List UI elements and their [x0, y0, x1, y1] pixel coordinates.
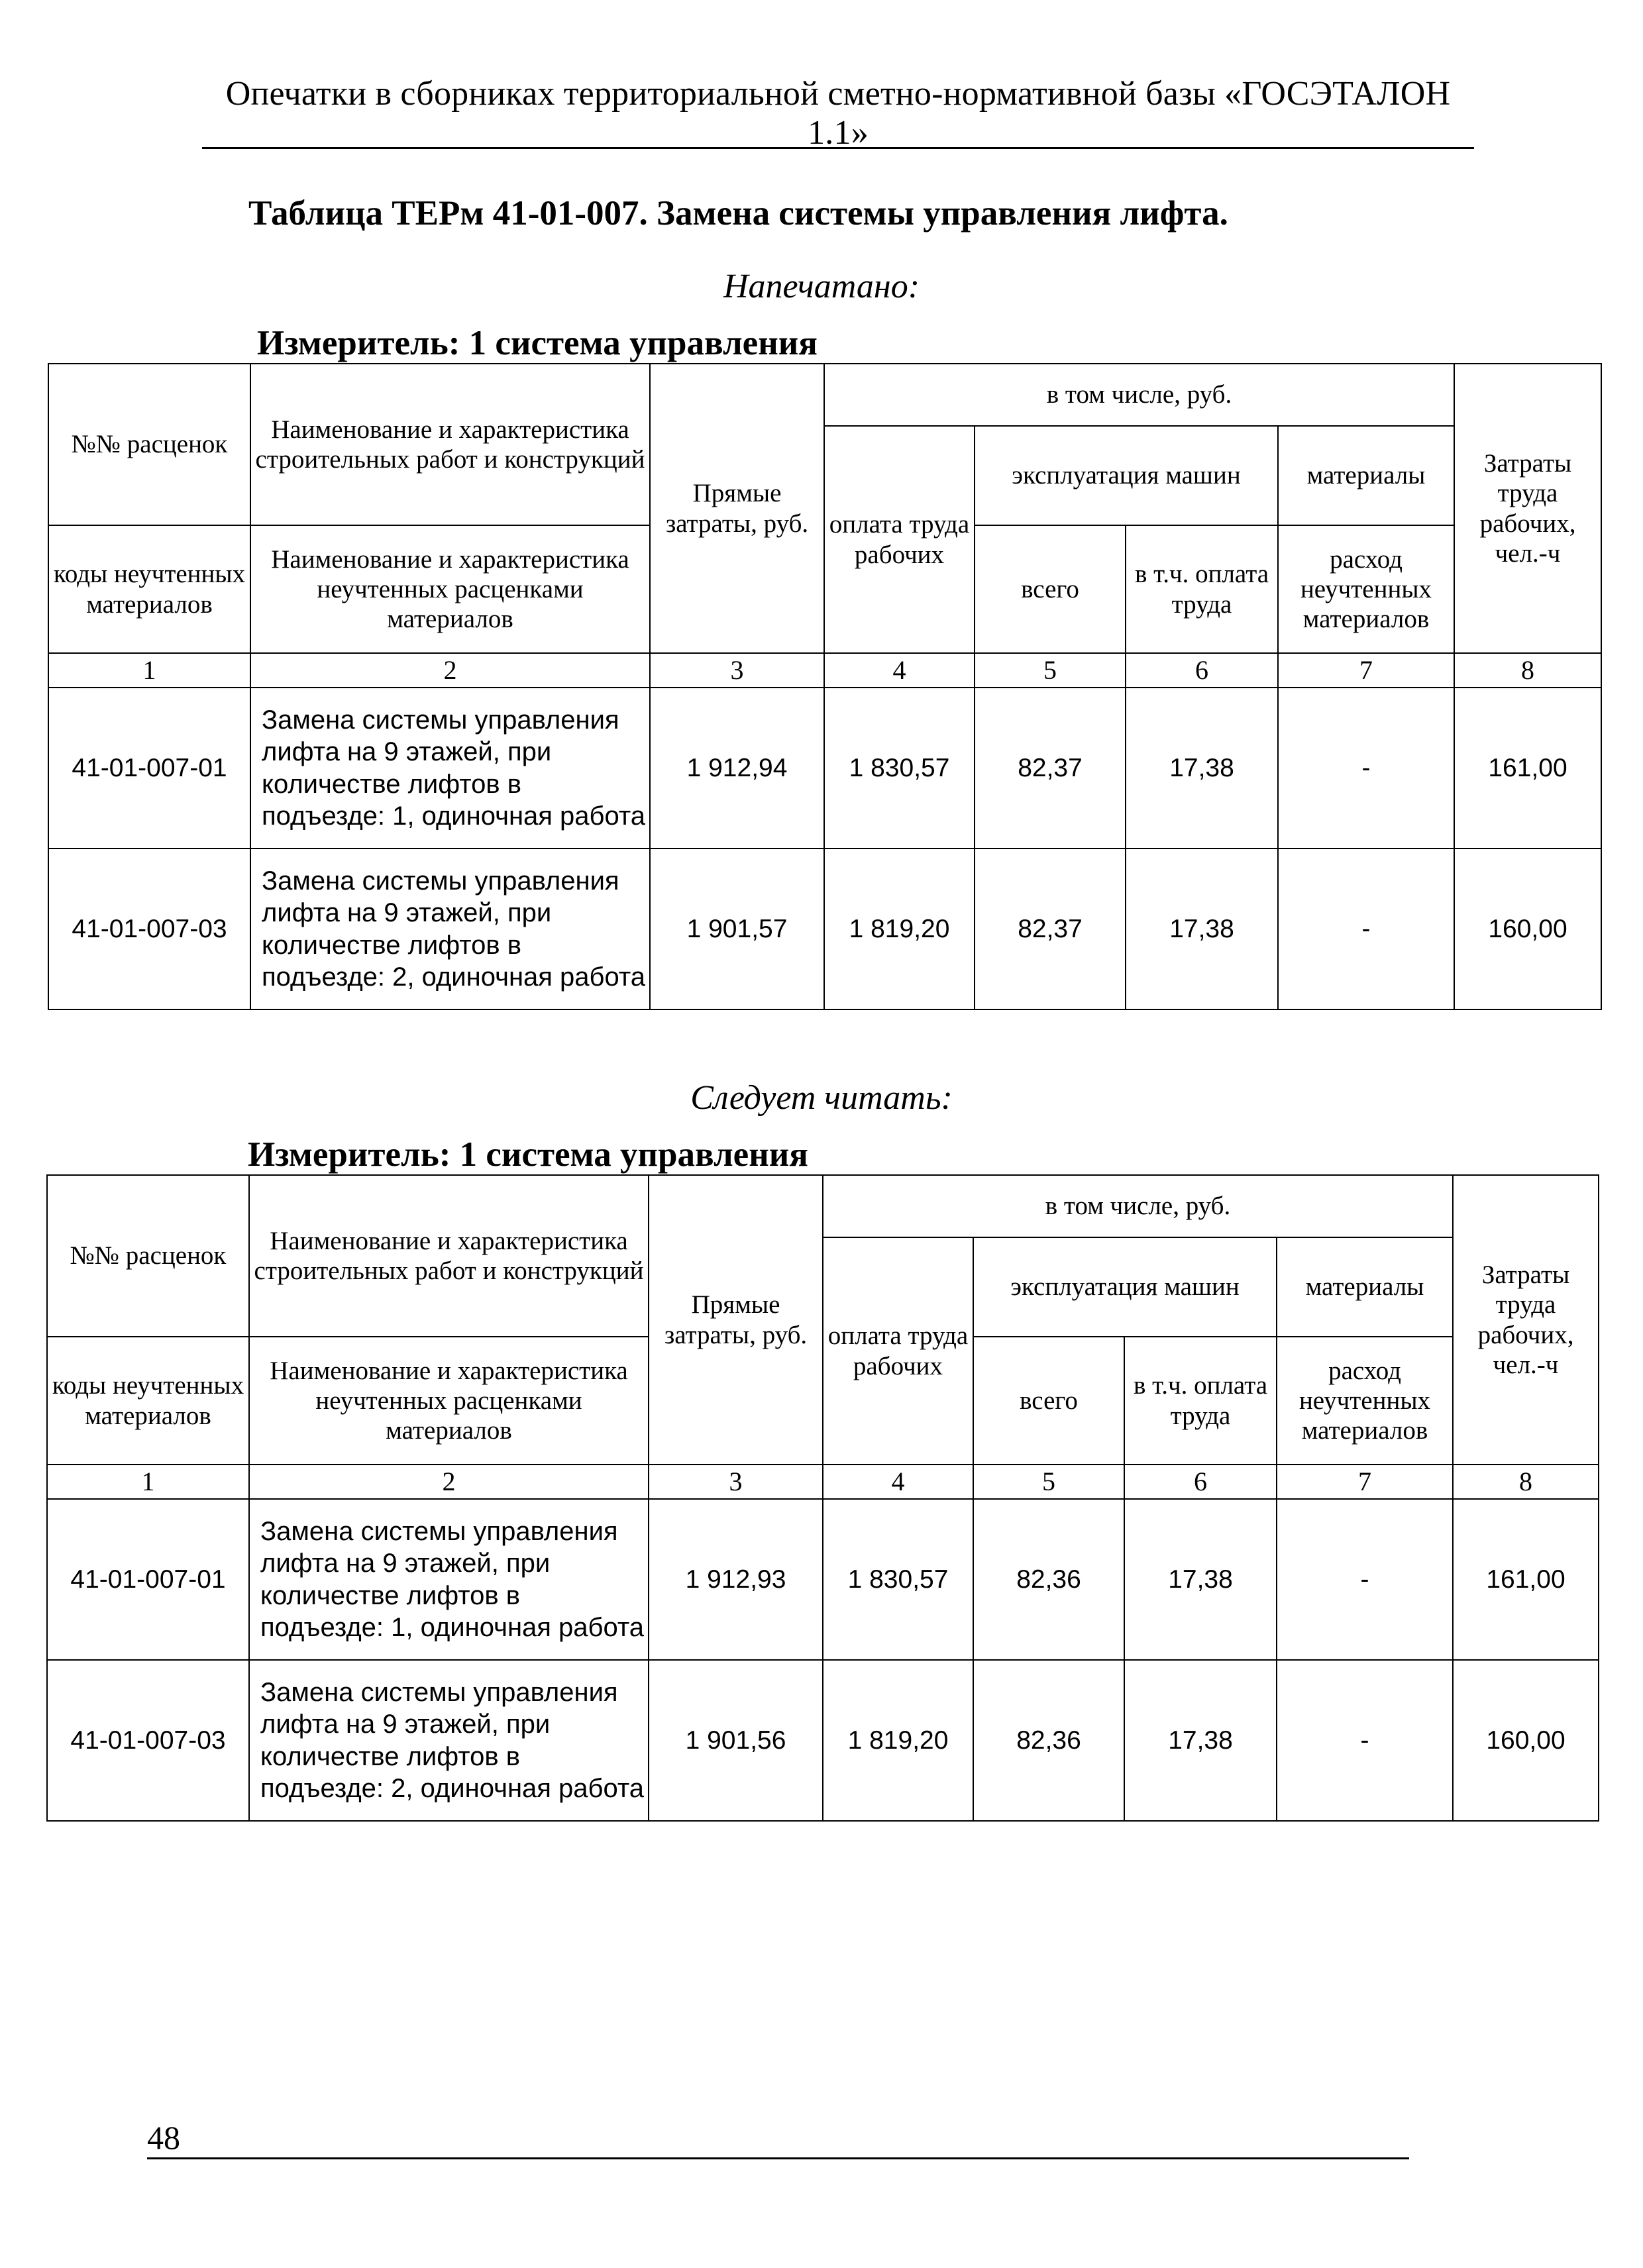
header-labor-costs: Затраты труда рабочих, чел.-ч [1453, 1175, 1599, 1465]
column-number: 1 [47, 1465, 249, 1499]
machines-total-value: 82,36 [973, 1660, 1124, 1821]
header-labor-payment: оплата труда рабочих [824, 426, 975, 653]
footer-divider [147, 2157, 1409, 2159]
machines-labor-value: 17,38 [1124, 1499, 1277, 1660]
section-measure-printed: Измеритель: 1 система управления [257, 324, 818, 362]
column-number: 8 [1454, 653, 1601, 688]
rate-description: Замена системы управления лифта на 9 этажей, при количестве лифтов в подъезде: 1, одиночная работа [250, 688, 650, 849]
header-materials: материалы [1277, 1237, 1453, 1337]
column-number: 3 [649, 1465, 823, 1499]
rate-description: Замена системы управления лифта на 9 этажей, при количестве лифтов в подъезде: 2, одиночная работа [249, 1660, 649, 1821]
column-number: 3 [650, 653, 824, 688]
direct-costs-value: 1 912,94 [650, 688, 824, 849]
header-labor-payment: оплата труда рабочих [823, 1237, 973, 1465]
header-including: в том числе, руб. [824, 364, 1454, 426]
direct-costs-value: 1 901,56 [649, 1660, 823, 1821]
rates-table-correct [46, 1174, 1599, 1822]
section-caption-correct: Следует читать: [690, 1079, 953, 1117]
labor-hours-value: 160,00 [1453, 1660, 1599, 1821]
rate-code: 41-01-007-03 [48, 849, 250, 1009]
column-number: 2 [249, 1465, 649, 1499]
rate-code: 41-01-007-01 [47, 1499, 249, 1660]
header-materials-consumption: расход неучтенных материалов [1278, 525, 1454, 653]
page-header: Опечатки в сборниках территориальной сметно-нормативной базы «ГОСЭТАЛОН 1.1» [225, 75, 1451, 152]
rate-description: Замена системы управления лифта на 9 этажей, при количестве лифтов в подъезде: 2, одиночная работа [250, 849, 650, 1009]
column-number: 6 [1126, 653, 1278, 688]
table-row [47, 1660, 1599, 1821]
column-number: 4 [824, 653, 975, 688]
header-machine-labor: в т.ч. оплата труда [1126, 525, 1278, 653]
header-labor-costs: Затраты труда рабочих, чел.-ч [1454, 364, 1601, 653]
rate-code: 41-01-007-03 [47, 1660, 249, 1821]
machines-labor-value: 17,38 [1126, 688, 1278, 849]
header-rate-number: №№ расценок [47, 1175, 249, 1337]
labor-hours-value: 161,00 [1454, 688, 1601, 849]
machines-total-value: 82,37 [975, 849, 1126, 1009]
column-number: 7 [1278, 653, 1454, 688]
rate-description: Замена системы управления лифта на 9 этажей, при количестве лифтов в подъезде: 1, одиночная работа [249, 1499, 649, 1660]
labor-payment-value: 1 830,57 [824, 688, 975, 849]
column-number: 2 [250, 653, 650, 688]
machines-total-value: 82,36 [973, 1499, 1124, 1660]
labor-payment-value: 1 819,20 [823, 1660, 973, 1821]
section-measure-correct: Измеритель: 1 система управления [248, 1135, 808, 1174]
materials-value: - [1277, 1660, 1453, 1821]
column-number: 4 [823, 1465, 973, 1499]
header-work-name: Наименование и характеристика строительных работ и конструкций [250, 364, 650, 525]
materials-value: - [1278, 849, 1454, 1009]
header-unaccounted-name: Наименование и характеристика неучтенных расценками материалов [250, 525, 650, 653]
table-row [48, 688, 1601, 849]
header-including: в том числе, руб. [823, 1175, 1453, 1237]
header-machine-operation: эксплуатация машин [973, 1237, 1277, 1337]
table-row [48, 849, 1601, 1009]
header-divider [202, 147, 1474, 149]
labor-hours-value: 160,00 [1454, 849, 1601, 1009]
header-materials-consumption: расход неучтенных материалов [1277, 1337, 1453, 1465]
column-number: 6 [1124, 1465, 1277, 1499]
header-materials: материалы [1278, 426, 1454, 525]
header-machine-total: всего [973, 1337, 1124, 1465]
header-machine-operation: эксплуатация машин [975, 426, 1278, 525]
header-unaccounted-codes: коды неучтенных материалов [47, 1337, 249, 1465]
header-machine-total: всего [975, 525, 1126, 653]
header-work-name: Наименование и характеристика строительных работ и конструкций [249, 1175, 649, 1337]
rates-table-printed [48, 363, 1602, 1010]
column-number: 1 [48, 653, 250, 688]
table-title: Таблица ТЕРм 41-01-007. Замена системы управления лифта. [248, 194, 1228, 232]
header-direct-costs: Прямые затраты, руб. [650, 364, 824, 653]
machines-labor-value: 17,38 [1126, 849, 1278, 1009]
column-number: 5 [973, 1465, 1124, 1499]
column-number: 8 [1453, 1465, 1599, 1499]
header-machine-labor: в т.ч. оплата труда [1124, 1337, 1277, 1465]
direct-costs-value: 1 912,93 [649, 1499, 823, 1660]
labor-payment-value: 1 830,57 [823, 1499, 973, 1660]
section-caption-printed: Напечатано: [723, 268, 920, 305]
column-number: 5 [975, 653, 1126, 688]
labor-hours-value: 161,00 [1453, 1499, 1599, 1660]
rate-code: 41-01-007-01 [48, 688, 250, 849]
materials-value: - [1278, 688, 1454, 849]
header-rate-number: №№ расценок [48, 364, 250, 525]
machines-total-value: 82,37 [975, 688, 1126, 849]
header-direct-costs: Прямые затраты, руб. [649, 1175, 823, 1465]
labor-payment-value: 1 819,20 [824, 849, 975, 1009]
column-number: 7 [1277, 1465, 1453, 1499]
machines-labor-value: 17,38 [1124, 1660, 1277, 1821]
header-unaccounted-codes: коды неучтенных материалов [48, 525, 250, 653]
materials-value: - [1277, 1499, 1453, 1660]
direct-costs-value: 1 901,57 [650, 849, 824, 1009]
header-unaccounted-name: Наименование и характеристика неучтенных расценками материалов [249, 1337, 649, 1465]
page-number: 48 [147, 2119, 180, 2156]
table-row [47, 1499, 1599, 1660]
